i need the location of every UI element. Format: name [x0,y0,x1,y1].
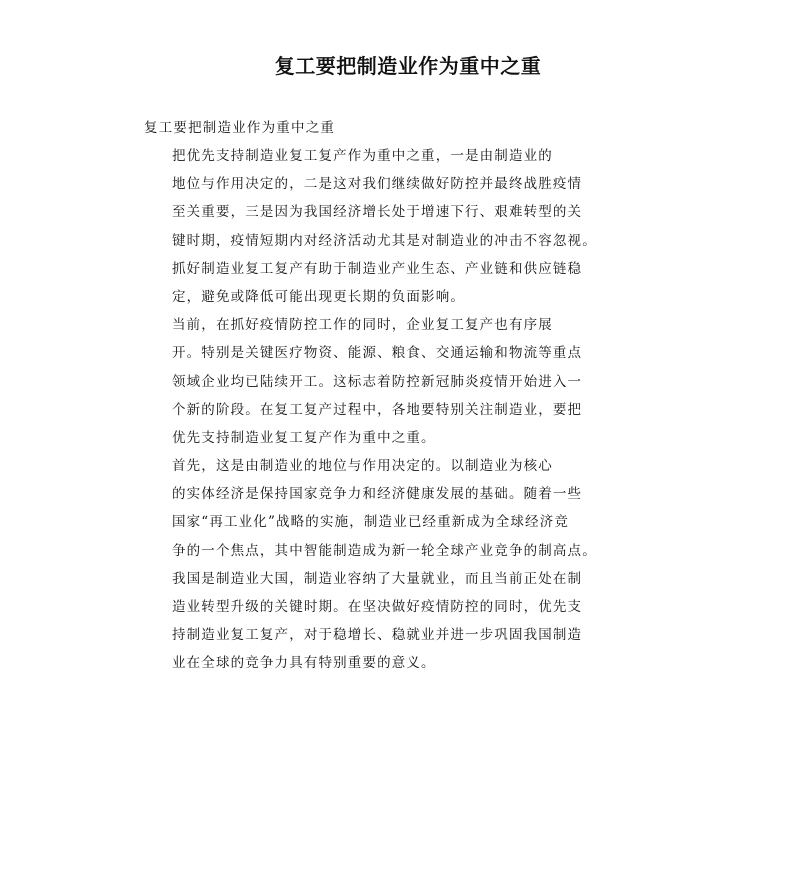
text-line: 开。特别是关键医疗物资、能源、粮食、交通运输和物流等重点 [172,345,583,362]
text-line: 抓好制造业复工复产有助于制造业产业生态、产业链和供应链稳 [172,260,583,277]
text-line: 领域企业均已陆续开工。这标志着防控新冠肺炎疫情开始进入一 [172,373,583,390]
text-line: 键时期，疫情短期内对经济活动尤其是对制造业的冲击不容忽视。 [172,232,597,249]
document-subtitle: 复工要把制造业作为重中之重 [144,120,336,136]
text-line: 个新的阶段。在复工复产过程中，各地要特别关注制造业，要把 [172,401,583,418]
text-line: 业在全球的竞争力具有特别重要的意义。 [172,655,436,672]
text-line: 持制造业复工复产，对于稳增长、稳就业并进一步巩固我国制造 [172,627,583,644]
document-title: 复工要把制造业作为重中之重 [274,54,542,78]
text-line: 造业转型升级的关键时期。在坚决做好疫情防控的同时，优先支 [172,599,583,615]
text-line: 把优先支持制造业复工复产作为重中之重，一是由制造业的 [172,148,553,164]
text-line: 争的一个焦点，其中智能制造成为新一轮全球产业竞争的制高点。 [172,542,597,559]
document-body [172,142,597,678]
text-line: 至关重要，三是因为我国经济增长处于增速下行、艰难转型的关 [172,204,583,221]
text-line: 地位与作用决定的，二是这对我们继续做好防控并最终战胜疫情 [172,176,583,193]
text-line: 当前，在抓好疫情防控工作的同时，企业复工复产也有序展 [172,317,553,334]
text-line: 优先支持制造业复工复产作为重中之重。 [172,429,436,446]
text-line: 的实体经济是保持国家竞争力和经济健康发展的基础。随着一些 [172,486,583,503]
text-line: 我国是制造业大国，制造业容纳了大量就业，而且当前正处在制 [172,570,583,587]
text-line: 定，避免或降低可能出现更长期的负面影响。 [172,288,465,305]
text-line: 国家“再工业化”战略的实施，制造业已经重新成为全球经济竞 [172,514,570,531]
text-line: 首先，这是由制造业的地位与作用决定的。以制造业为核心 [172,458,553,475]
